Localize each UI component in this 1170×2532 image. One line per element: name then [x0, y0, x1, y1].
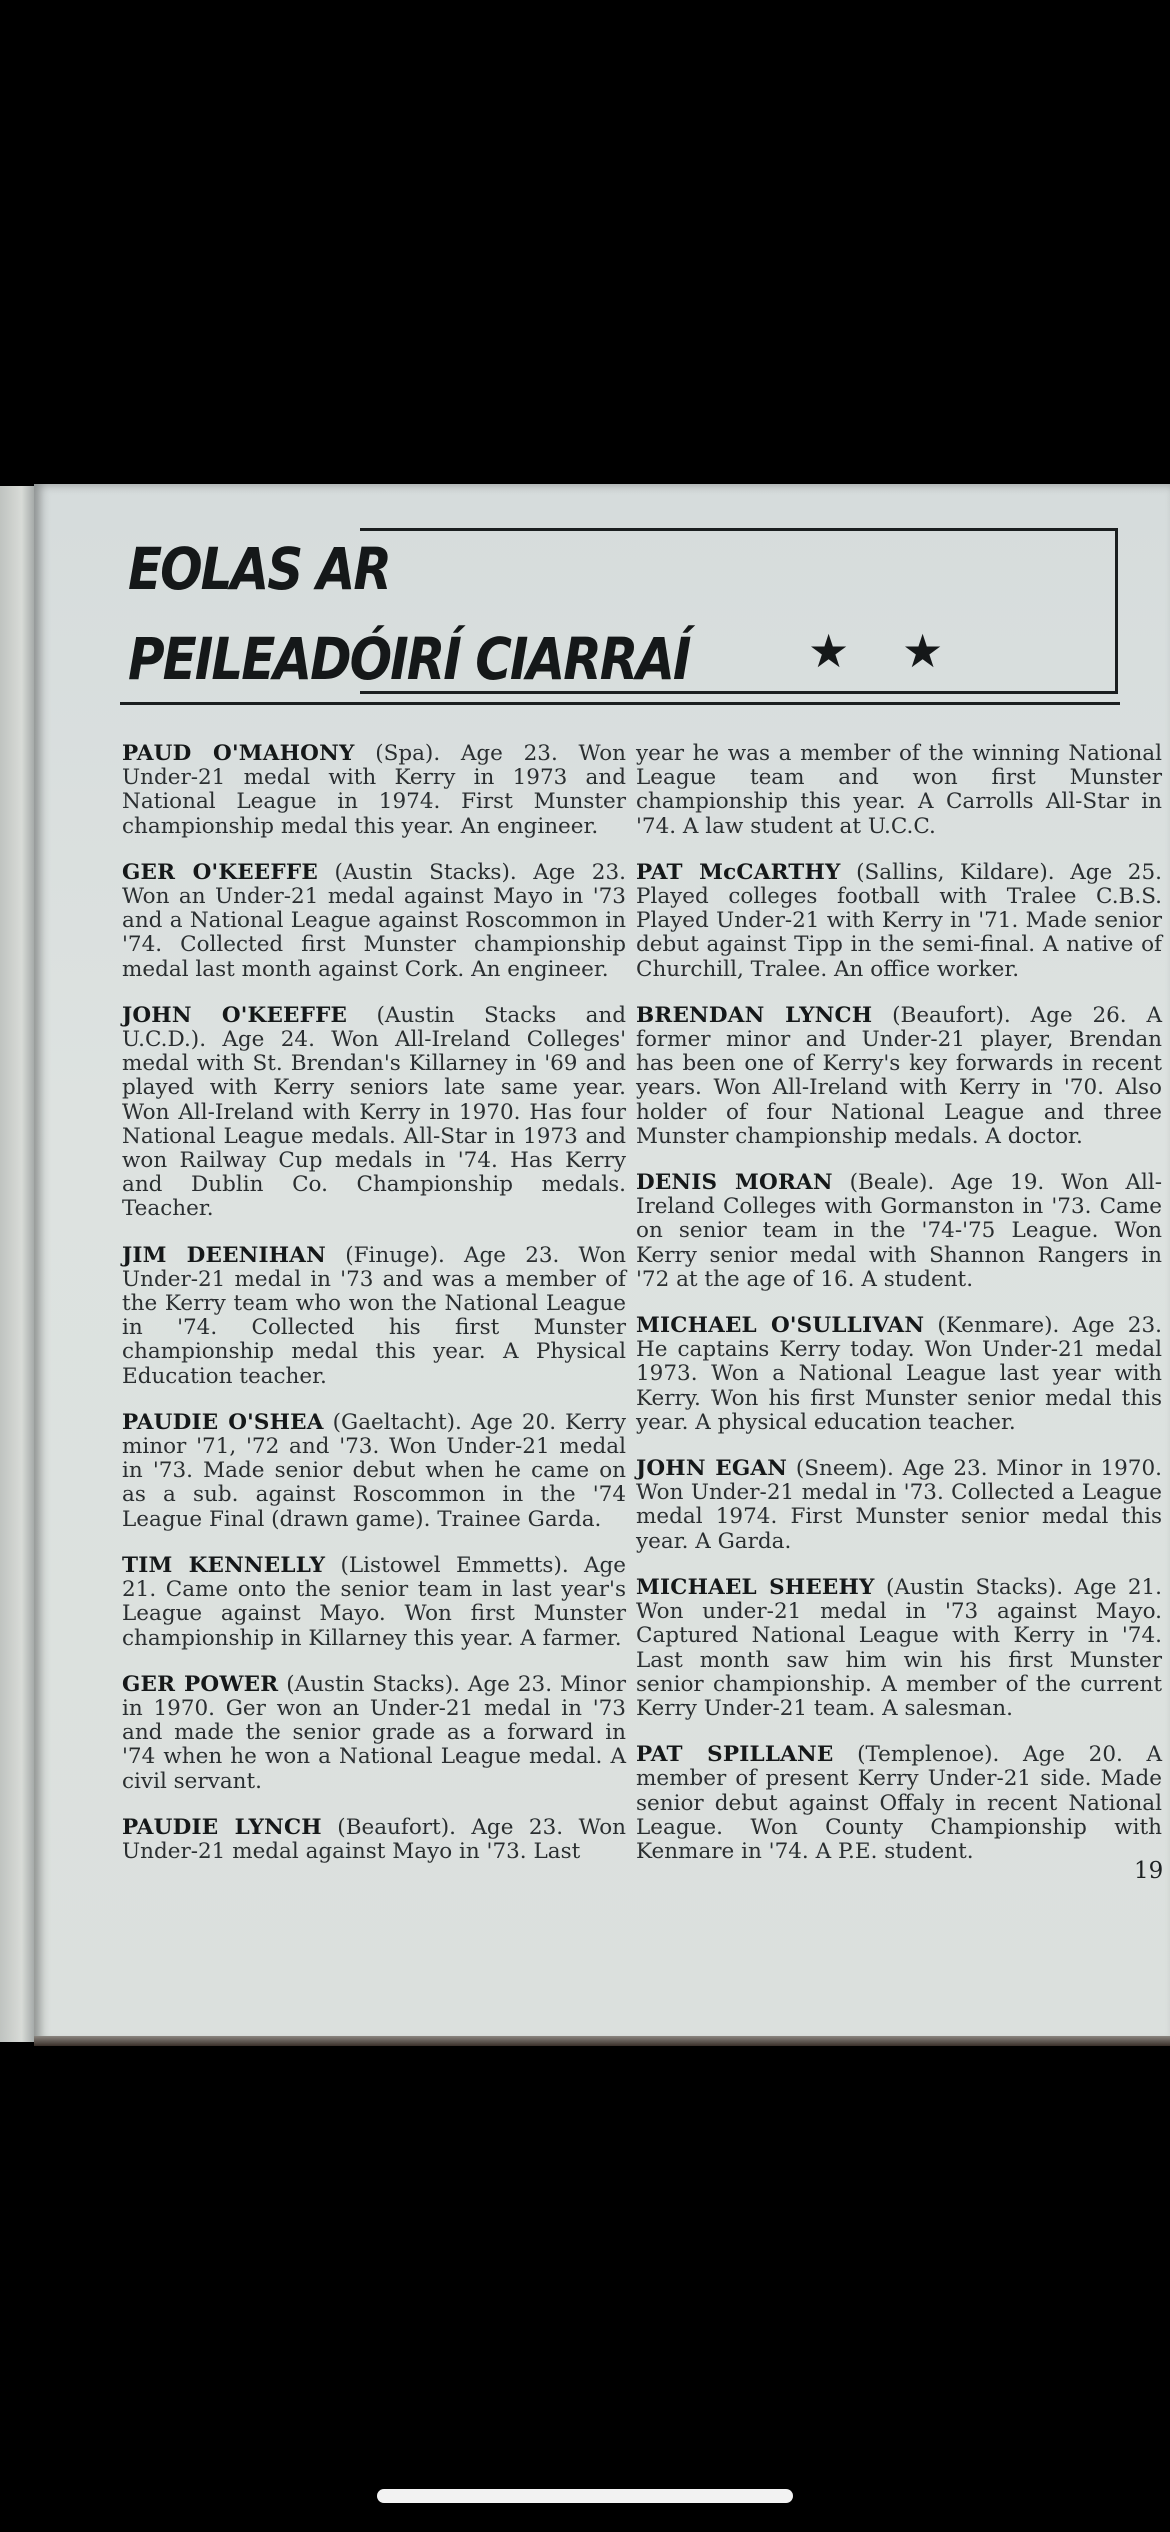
player-bio-continuation: year he was a member of the winning National League team and won first Munster championship this year. A Carrolls All-Star in '74. A law student at U.C.C.	[636, 741, 1162, 839]
player-name: GER O'KEEFFE	[122, 859, 318, 885]
player-entry	[122, 1816, 626, 1864]
right-column	[636, 742, 1162, 1886]
player-name: JOHN O'KEEFFE	[122, 1002, 348, 1028]
player-bio: (Austin Stacks). Age 23. Won an Under-21 medal against Mayo in '73 and a National League against Roscommon in '74. Collected first Munster championship medal last month against Cork. An engineer.	[122, 859, 626, 982]
player-bio: (Beaufort). Age 23. Won Under-21 medal against Mayo in '73. Last	[122, 1814, 626, 1864]
player-bio: (Austin Stacks). Age 21. Won under-21 medal in '73 against Mayo. Captured National League with Kerry in '74. Last month saw him win his first Munster senior championship. A member of the current Kerry Under-21 team. A salesman.	[636, 1574, 1163, 1721]
player-entry	[636, 1743, 1162, 1864]
player-name: JIM DEENIHAN	[122, 1242, 327, 1268]
home-indicator[interactable]	[377, 2489, 793, 2503]
player-bio: (Finuge). Age 23. Won Under-21 medal in '73 and was a member of the Kerry team who won the National League in '74. Collected his first Munster championship medal this year. A Physical Education teacher.	[122, 1242, 626, 1389]
player-name: DENIS MORAN	[636, 1170, 833, 1196]
player-entry	[636, 1314, 1162, 1435]
player-name: MICHAEL O'SULLIVAN	[636, 1313, 925, 1339]
player-bio: (Sneem). Age 23. Minor in 1970. Won Under-21 medal in '73. Collected a League medal 1974. First Munster senior medal this year. A Garda.	[636, 1456, 1162, 1554]
player-bio: (Beale). Age 19. Won All-Ireland Colleges with Gormanston in '73. Came on senior team in the '74-'75 League. Won Kerry senior medal with Shannon Rangers in '72 at the age of 16. A student.	[636, 1170, 1162, 1292]
title-line-1: EOLAS AR	[128, 536, 390, 603]
player-entry	[122, 1554, 626, 1651]
player-name: PAUDIE O'SHEA	[122, 1409, 324, 1435]
title-line-2: PEILEADÓIRÍ CIARRAÍ	[128, 626, 690, 693]
player-bio: (Gaeltacht). Age 20. Kerry minor '71, '72 and '73. Won Under-21 medal in '73. Made senior debut when he came on as a sub. against Roscommon in the '74 League Final (drawn game). Trainee Garda.	[122, 1409, 626, 1532]
player-name: MICHAEL SHEEHY	[636, 1574, 875, 1600]
player-entry	[636, 861, 1162, 982]
player-entry	[122, 1673, 626, 1794]
player-bio: (Austin Stacks and U.C.D.). Age 24. Won All-Ireland Colleges' medal with St. Brendan's Killarney in '69 and played with Kerry seniors late same year. Won All-Ireland with Kerry in 1970. Has four National League medals. All-Star in 1973 and won Railway Cup medals in '74. Has Kerry and Dublin Co. Championship medals. Teacher.	[122, 1002, 626, 1222]
player-entry	[122, 1244, 626, 1389]
player-entry	[122, 1411, 626, 1532]
player-name: BRENDAN LYNCH	[636, 1002, 873, 1028]
left-page-edge	[0, 486, 36, 2042]
player-bio: (Sallins, Kildare). Age 25. Played colleges football with Tralee C.B.S. Played Under-21 with Kerry in '71. Made senior debut against Tipp in the semi-final. A native of Churchill, Tralee. An office worker.	[636, 859, 1162, 982]
player-name: JOHN EGAN	[636, 1456, 788, 1482]
player-bio: (Kenmare). Age 23. He captains Kerry today. Won Under-21 medal 1973. Won a National League last year with Kerry. Won his first Munster senior medal this year. A physical education teacher.	[636, 1313, 1162, 1435]
player-bio: (Listowel Emmetts). Age 21. Came onto the senior team in last year's League against Mayo. Won first Munster championship in Killarney this year. A farmer.	[122, 1552, 626, 1651]
player-entry	[636, 1171, 1162, 1292]
player-entry	[636, 1004, 1162, 1149]
player-name: GER POWER	[122, 1671, 279, 1697]
player-entry	[636, 1576, 1162, 1721]
page-bottom-shadow	[34, 2036, 1170, 2046]
player-bio: (Austin Stacks). Age 23. Minor in 1970. Ger won an Under-21 medal in '73 and made the senior grade as a forward in '74 when he won a National League medal. A civil servant.	[122, 1671, 626, 1794]
player-bio: (Spa). Age 23. Won Under-21 medal with Kerry in 1973 and National League in 1974. First Munster championship medal this year. An engineer.	[122, 741, 626, 839]
player-bio: (Templenoe). Age 20. A member of present Kerry Under-21 side. Made senior debut against Offaly in recent National League. Won County Championship with Kenmare in '74. A P.E. student.	[636, 1742, 1163, 1864]
player-entry	[636, 1457, 1162, 1554]
player-name: PAUDIE LYNCH	[122, 1814, 322, 1840]
player-name: PAT SPILLANE	[636, 1742, 834, 1768]
player-entry	[122, 861, 626, 982]
player-entry	[122, 742, 626, 839]
page-number: 19	[1134, 1858, 1164, 1884]
player-name: TIM KENNELLY	[122, 1552, 326, 1578]
player-bio: (Beaufort). Age 26. A former minor and Under-21 player, Brendan has been one of Kerry's key forwards in recent years. Won All-Ireland with Kerry in '70. Also holder of four National League and three Munster championship medals. A doctor.	[636, 1002, 1162, 1149]
player-name: PAT McCARTHY	[636, 859, 841, 885]
left-column	[122, 742, 626, 1886]
player-entry	[122, 1004, 626, 1222]
title-underline	[120, 702, 1120, 705]
star-icon: ★	[902, 624, 944, 678]
player-name: PAUD O'MAHONY	[122, 741, 355, 766]
star-icon: ★	[808, 624, 850, 678]
